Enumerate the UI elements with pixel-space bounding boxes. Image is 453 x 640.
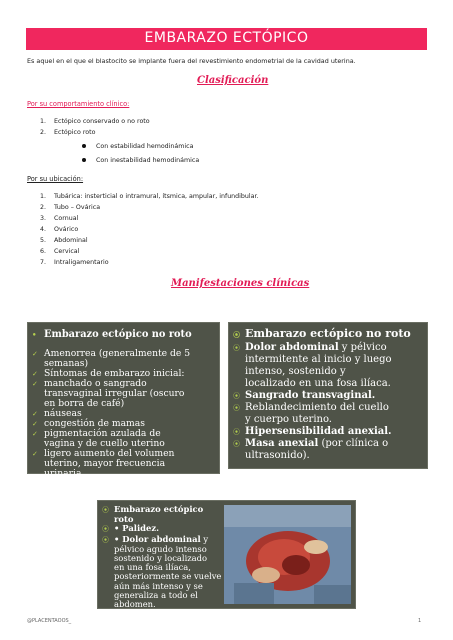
panel-roto	[228, 322, 428, 469]
list-item: vagina y de cuello uterino	[44, 438, 165, 449]
circle-bullet-icon: ⦿	[233, 428, 240, 436]
ubicacion-label: Por su ubicación:	[27, 175, 84, 183]
list-item: ✓ pigmentación azulada de	[32, 428, 161, 439]
panel-title: • Embarazo ectópico no roto	[32, 329, 192, 340]
bullet-icon	[82, 158, 86, 162]
manifestaciones-heading: Manifestaciones clínicas	[171, 278, 310, 289]
list-item: intenso, sostenido y	[245, 366, 346, 377]
circle-bullet-icon: ⦿	[233, 404, 240, 412]
panel-list	[233, 342, 392, 462]
footer-handle: @PLACENTAOOS_	[27, 618, 72, 624]
list-item: generaliza a todo el	[114, 589, 198, 600]
title-banner	[26, 28, 427, 50]
list-item: 1. Ectópico conservado o no roto	[40, 118, 150, 125]
list-item: intermitente al inicio y luego	[245, 354, 392, 365]
list-item: ⦿ Sangrado transvaginal.	[233, 390, 376, 401]
check-icon: ✓	[32, 430, 38, 438]
list-item: 2. Tubo – Ovárica	[40, 204, 101, 211]
list-item: localizado en una fosa ilíaca.	[245, 378, 391, 389]
list-item: posteriormente se vuelve	[114, 571, 222, 582]
list-item: urinaria.	[44, 468, 85, 479]
bullet-icon	[82, 144, 86, 148]
list-item: Con inestabilidad hemodinámica	[82, 157, 199, 164]
list-item: ⦿ • Dolor abdominal y	[102, 533, 209, 544]
list-item: ✓ manchado o sangrado	[32, 378, 147, 389]
list-item: 1. Tubárica: insterticial o intramural, ítsmica, ampular, infundibular.	[40, 193, 259, 200]
surgery-photo	[224, 505, 351, 604]
list-item: Con estabilidad hemodinámica	[82, 143, 193, 150]
list-item: transvaginal irregular (oscuro	[44, 388, 185, 399]
list-item: ⦿ Masa anexial (por clínica o	[233, 438, 389, 449]
check-icon: ✓	[32, 370, 38, 378]
page-number: 1	[418, 618, 422, 624]
list-item: ✓ náuseas	[32, 408, 82, 419]
list-item: 4. Ovárico	[40, 226, 79, 233]
page-title: EMBARAZO ECTÓPICO	[144, 30, 309, 46]
list-item: uterino, mayor frecuencia	[44, 458, 166, 469]
list-item: abdomen.	[114, 599, 156, 610]
panel-list	[102, 505, 221, 609]
circle-bullet-icon: ⦿	[233, 344, 240, 352]
panel-no-roto	[27, 322, 220, 479]
list-item: y cuerpo uterino.	[245, 414, 332, 425]
check-icon: ✓	[32, 410, 38, 418]
list-item: ✓ Síntomas de embarazo inicial:	[32, 368, 185, 379]
list-item: sostenido y localizado	[114, 553, 208, 564]
list-item: 2. Ectópico roto	[40, 129, 96, 136]
list-item: 5. Abdominal	[40, 237, 88, 244]
circle-bullet-icon: ⦿	[233, 330, 240, 339]
comportamiento-label: Por su comportamiento clínico:	[27, 100, 130, 108]
list-item: ✓ Amenorrea (generalmente de 5	[32, 348, 191, 359]
list-item: ⦿ Dolor abdominal y pélvico	[233, 342, 387, 353]
list-item: ⦿ Hipersensibilidad anexial.	[233, 426, 392, 437]
check-icon: ✓	[32, 350, 38, 358]
list-item: aún más intenso y se	[114, 580, 203, 591]
list-item: ⦿ • Palidez.	[102, 523, 159, 534]
list-item: ultrasonido).	[245, 450, 310, 461]
list-item: en borra de café)	[44, 398, 125, 409]
check-icon: ✓	[32, 380, 38, 388]
circle-bullet-icon: ⦿	[233, 440, 240, 448]
panel-roto-image	[97, 500, 356, 609]
list-item: ⦿ Embarazo ectópico	[102, 504, 204, 514]
list-item: roto	[114, 514, 134, 525]
list-item: pélvico agudo intenso	[114, 543, 207, 554]
circle-bullet-icon: ⦿	[102, 535, 109, 544]
circle-bullet-icon: ⦿	[233, 392, 240, 400]
list-item: semanas)	[44, 358, 89, 369]
list-item: en una fosa ilíaca,	[114, 562, 191, 573]
list-item: 6. Cervical	[40, 248, 80, 255]
list-item: ✓ ligero aumento del volumen	[32, 448, 175, 459]
panel-title: ⦿ Embarazo ectópico no roto	[233, 327, 411, 340]
bullet-icon: •	[32, 330, 37, 339]
panel-list	[32, 349, 190, 479]
intro-text: Es aquel en el que el blastocito se implante fuera del revestimiento endometrial de la cavidad uterina.	[27, 57, 356, 65]
list-item: ✓ congestión de mamas	[32, 418, 145, 429]
list-item: ⦿ Reblandecimiento del cuello	[233, 402, 389, 413]
circle-bullet-icon: ⦿	[102, 525, 109, 534]
list-item: 3. Cornual	[40, 215, 79, 222]
list-item: 7. Intraligamentario	[40, 259, 109, 266]
check-icon: ✓	[32, 420, 38, 428]
clasificacion-heading: Clasificación	[197, 75, 269, 86]
check-icon: ✓	[32, 450, 38, 458]
circle-bullet-icon: ⦿	[102, 506, 109, 514]
